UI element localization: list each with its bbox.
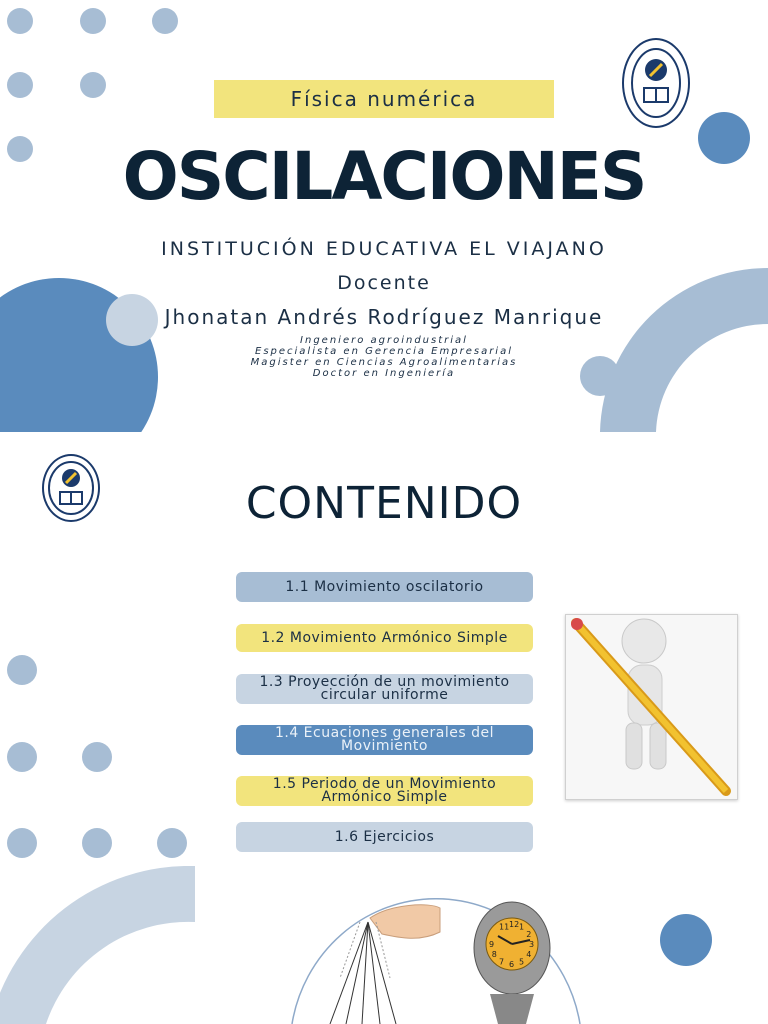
clock-number: 5	[519, 957, 525, 967]
school-logo	[622, 38, 690, 128]
contents-item-label: 1.4 Ecuaciones generales del	[274, 725, 495, 741]
decor-dot	[7, 72, 33, 98]
contents-item[interactable]	[236, 674, 533, 704]
contents-item-label: 1.3 Proyección de un movimiento	[259, 674, 510, 690]
page-title: OSCILACIONES	[122, 138, 646, 215]
contents-item[interactable]	[236, 624, 533, 652]
clock-number: 6	[509, 960, 515, 969]
clock-number: 12	[509, 920, 520, 929]
contents-item-label: circular uniforme	[320, 687, 449, 703]
contents-item-label: 1.1 Movimiento oscilatorio	[285, 578, 484, 595]
contents-title: CONTENIDO	[245, 478, 523, 529]
decor-dot	[7, 8, 33, 34]
decor-dot	[7, 655, 37, 685]
clock-number: 8	[491, 950, 497, 959]
decor-dot	[7, 828, 37, 858]
decor-circle	[660, 914, 712, 966]
credential-line: Especialista en Gerencia Empresarial	[255, 346, 513, 357]
decor-dot	[7, 742, 37, 772]
clock-number: 3	[529, 940, 535, 949]
decor-dot	[82, 828, 112, 858]
title-slide	[0, 0, 768, 432]
contents-item-label: 1.5 Periodo de un Movimiento	[272, 776, 497, 792]
clock-number: 4	[526, 950, 532, 959]
decor-dot	[80, 72, 106, 98]
contents-item[interactable]	[236, 776, 533, 806]
contents-item-label: 1.6 Ejercicios	[334, 828, 435, 845]
credential-line: Doctor en Ingeniería	[312, 368, 456, 379]
clock-number: 1	[519, 922, 525, 932]
decor-dot	[157, 828, 187, 858]
credential-line: Ingeniero agroindustrial	[300, 335, 468, 346]
slide-separator	[0, 432, 768, 442]
contents-item-label: Movimiento	[341, 738, 428, 754]
clock-number: 7	[499, 957, 505, 967]
clock-number: 2	[526, 930, 532, 939]
contents-item-label: 1.2 Movimiento Armónico Simple	[261, 629, 508, 646]
contents-item[interactable]	[236, 822, 533, 852]
clock-number: 11	[499, 922, 510, 932]
pencil-figure-image	[565, 614, 738, 800]
decor-dot	[80, 8, 106, 34]
institution-name: INSTITUCIÓN EDUCATIVA EL VIAJANO	[161, 238, 607, 260]
pendulum-clock-image	[290, 898, 582, 1024]
clock-number: 9	[489, 940, 495, 949]
decor-arc	[0, 866, 205, 1024]
role-label: Docente	[337, 272, 431, 294]
contents-item[interactable]	[236, 572, 533, 602]
contents-item[interactable]	[236, 725, 533, 755]
decor-dot	[152, 8, 178, 34]
teacher-name: Jhonatan Andrés Rodríguez Manrique	[164, 305, 604, 329]
contents-slide	[0, 442, 768, 1024]
decor-dot	[82, 742, 112, 772]
credential-line: Magister en Ciencias Agroalimentarias	[250, 357, 518, 368]
course-badge: Física numérica	[214, 80, 554, 118]
contents-item-label: Armónico Simple	[321, 789, 448, 805]
